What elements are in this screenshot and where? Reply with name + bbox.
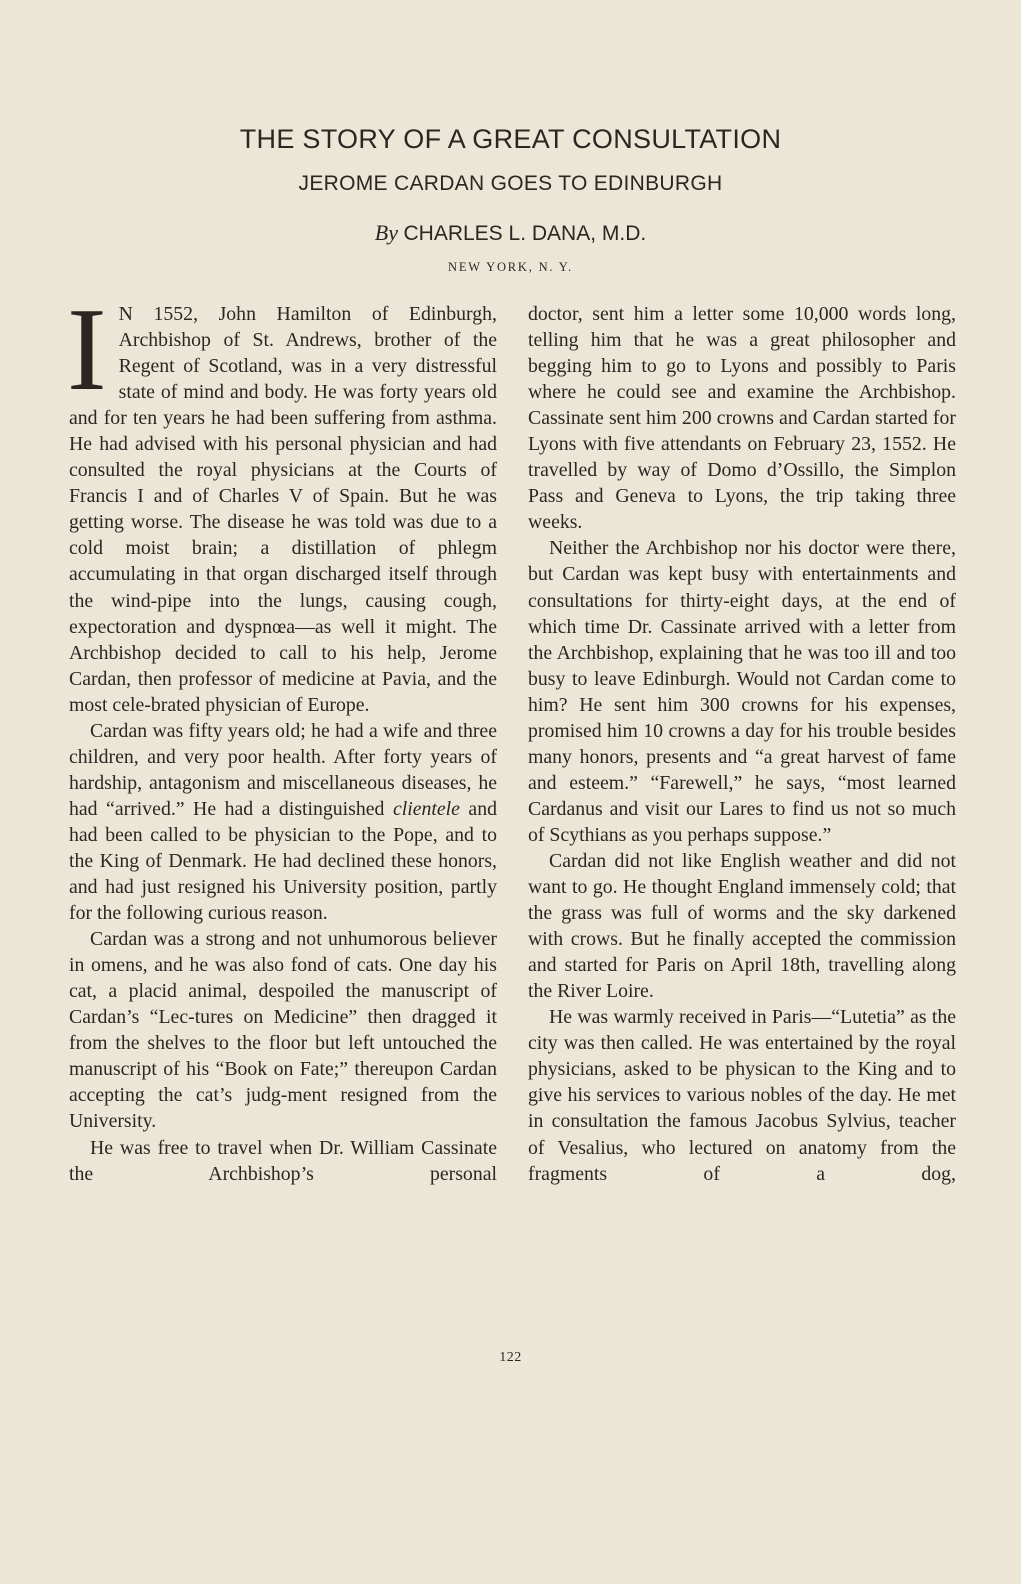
paragraph (69, 718, 497, 926)
page-number: 122 (499, 1350, 522, 1365)
paragraph: Cardan was a strong and not unhumorous believer in omens, and he was also fond of cats. One day his cat, a placid animal, despoiled the manuscript of Cardan’s “Lec-tures on Medicine” then dragged it from the shelves to the floor but left untouched the manuscript of his “Book on Fate;” thereupon Cardan accepting the cat’s judg-ment resigned from the University. (69, 928, 497, 1133)
article-subtitle: JEROME CARDAN GOES TO EDINBURGH (298, 172, 723, 195)
italic-term: clientele (392, 797, 460, 820)
drop-cap: I (67, 283, 107, 415)
paragraph-text: N 1552, John Hamilton of Edinburgh, Archbishop of St. Andrews, brother of the Regent of Scotland, was in a very distressful state of mind and body. He was forty years old and for ten years he had been suffering from asthma. He had advised with his personal physician and had consulted the royal physicians at the Courts of Francis I and of Charles V of Spain. But he was getting worse. The disease he was told was due to a cold moist brain; a distillation of phlegm accumulating in that organ discharged itself through the wind-pipe into the lungs, causing cough, expectoration and dyspnœa—as well it might. The Archbishop decided to call to his help, Jerome Cardan, then professor of medicine at Pavia, and the most cele-brated physician of Europe. (69, 303, 497, 716)
paragraph: doctor, sent him a letter some 10,000 words long, telling him that he was a great philosopher and begging him to go to Lyons and possibly to Paris where he could see and examine the Archbishop. Cassinate sent him 200 crowns and Cardan started for Lyons with five attendants on February 23, 1552. He travelled by way of Domo d’Ossillo, the Simplon Pass and Geneva to Lyons, the trip taking three weeks. (528, 303, 956, 534)
left-column (67, 283, 497, 1187)
byline (0, 218, 1021, 249)
paragraph: He was warmly received in Paris—“Lutetia” as the city was then called. He was entertained by the royal physicians, asked to be physican to the King and to give his services to various nobles of the day. He met in consultation the famous Jacobus Sylvius, teacher of Vesalius, who lectured on anatomy from the fragments of a dog, (528, 1006, 956, 1185)
paragraph: He was free to travel when Dr. William Cassinate the Archbishop’s personal (69, 1136, 497, 1185)
right-column (528, 301, 956, 1187)
paragraph: Neither the Archbishop nor his doctor were there, but Cardan was kept busy with entertainments and consultations for thirty-eight days, at the end of which time Dr. Cassinate arrived with a letter from the Archbishop, explaining that he was too ill and too busy to leave Edinburgh. Would not Cardan come to him? He sent him 300 crowns for his expenses, promised him 10 crowns a day for his trouble besides many honors, presents and “a great harvest of fame and esteem.” “Farewell,” he says, “most learned Cardanus and visit our Lares to find us not so much of Scythians as you perhaps suppose.” (528, 537, 956, 846)
author-name: CHARLES L. DANA, M.D. (403, 222, 647, 245)
paragraph: Cardan did not like English weather and did not want to go. He thought England immensely cold; that the grass was full of worms and the sky darkened with crows. But he finally accepted the commission and started for Paris on April 18th, travelling along the River Loire. (528, 849, 956, 1003)
paragraph-text: and had been called to be physician to the Pope, and to the King of Denmark. He had declined these honors, and had just resigned his University position, partly for the following curious reason. (69, 797, 497, 925)
paragraph-text: Cardan was fifty years old; he had a wife and three children, and very poor health. After forty years of hardship, antagonism and miscellaneous diseases, he had “arrived.” He had a distinguished (69, 719, 497, 820)
paragraph (67, 283, 497, 718)
byline-prefix: By (374, 220, 398, 245)
article-title: THE STORY OF A GREAT CONSULTATION (239, 124, 782, 154)
author-location: NEW YORK, N. Y. (448, 260, 573, 274)
